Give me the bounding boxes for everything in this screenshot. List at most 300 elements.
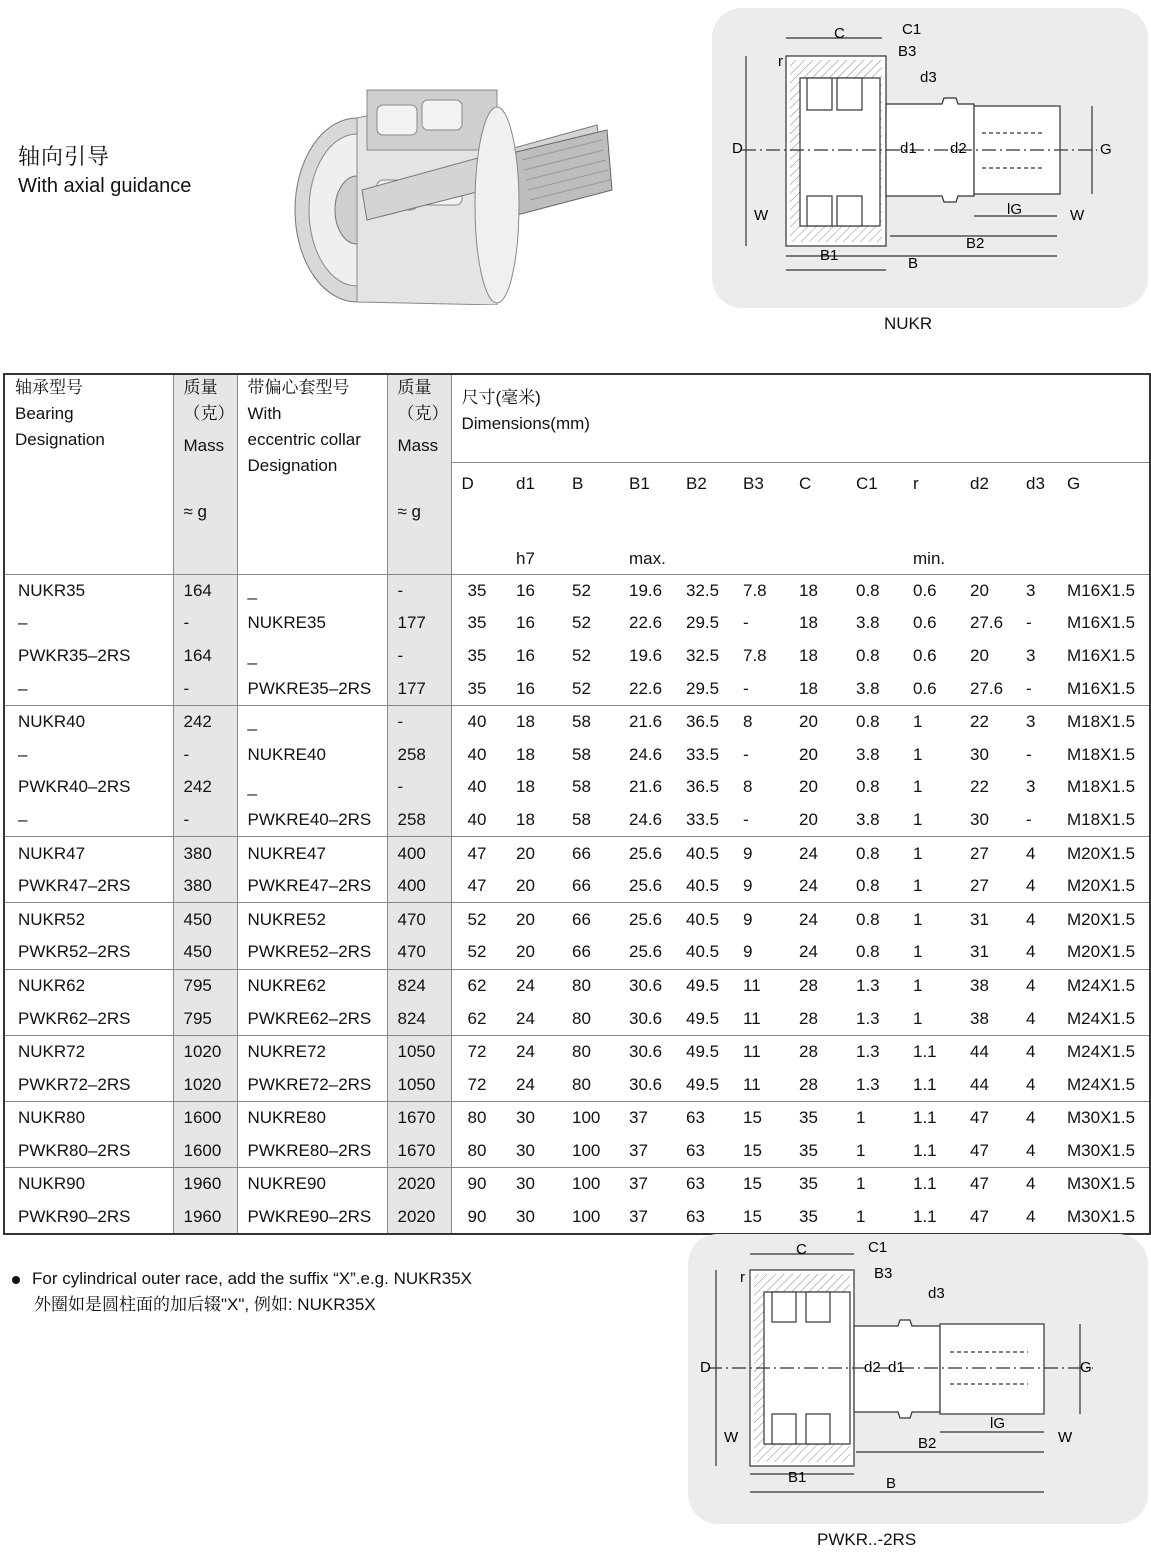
table-cell: –: [18, 809, 28, 829]
table-cell: M18X1.5: [1057, 705, 1150, 738]
table-cell: 72: [451, 1068, 506, 1101]
table-cell: -: [743, 678, 749, 698]
table-cell: 4: [1016, 969, 1057, 1002]
table-cell: 52: [451, 936, 506, 969]
table-cell: 1.1: [913, 1207, 937, 1227]
table-cell: 9: [733, 837, 789, 870]
table-cell: 28: [789, 969, 846, 1002]
table-cell: 15: [733, 1168, 789, 1201]
table-cell: 400: [387, 870, 451, 903]
table-cell: 24: [516, 1074, 535, 1094]
table-cell: M20X1.5: [1057, 903, 1150, 936]
table-cell: 35: [451, 672, 506, 705]
table-cell: M30X1.5: [1057, 1102, 1150, 1135]
table-cell: M24X1.5: [1057, 1035, 1150, 1068]
label-d2: d2: [864, 1359, 881, 1376]
table-cell: PWKRE62–2RS: [237, 1002, 387, 1035]
table-cell: M30X1.5: [1067, 1140, 1136, 1160]
table-cell: 35: [451, 640, 506, 673]
label-C: C: [834, 25, 845, 42]
label-G: G: [1080, 1359, 1092, 1376]
table-cell: 72: [451, 1035, 506, 1068]
table-cell: 0.8: [846, 705, 903, 738]
table-cell: PWKRE72–2RS: [237, 1068, 387, 1101]
table-cell: 27.6: [970, 613, 1004, 633]
table-cell: PWKR52–2RS: [18, 942, 131, 962]
table-cell: 1.1: [913, 1074, 937, 1094]
table-cell: 66: [572, 876, 591, 896]
table-cell: 450: [173, 903, 237, 936]
table-cell: 80: [451, 1102, 506, 1135]
label-B: B: [886, 1475, 897, 1492]
table-cell: 47: [970, 1207, 989, 1227]
table-cell: 9: [743, 942, 753, 962]
table-cell: 52: [451, 903, 506, 936]
footnote: [12, 1266, 472, 1318]
table-cell: 40: [451, 705, 506, 738]
label-G: G: [1100, 141, 1112, 158]
table-cell: 40.5: [676, 903, 733, 936]
table-cell: 824: [387, 969, 451, 1002]
table-cell: 7.8: [743, 645, 767, 665]
table-cell: 36.5: [686, 777, 720, 797]
label-B3: B3: [898, 43, 917, 60]
table-cell: 18: [506, 705, 562, 738]
table-cell: 28: [799, 1008, 818, 1028]
table-cell: 24: [506, 969, 562, 1002]
header-col-d1: d1 h7: [506, 462, 562, 574]
table-cell: 4: [1016, 1035, 1057, 1068]
table-cell: 4: [1016, 1102, 1057, 1135]
table-cell: 1: [903, 837, 960, 870]
table-cell: 25.6: [629, 876, 663, 896]
table-cell: 177: [387, 672, 451, 705]
table-cell: PWKRE47–2RS: [237, 870, 387, 903]
table-cell: 4: [1016, 837, 1057, 870]
table-cell: 58: [572, 809, 591, 829]
table-cell: 2020: [387, 1168, 451, 1201]
table-cell: -: [1026, 809, 1032, 829]
table-cell: 35: [799, 1207, 818, 1227]
table-cell: 24.6: [629, 744, 663, 764]
table-cell: 19.6: [629, 645, 663, 665]
header-col-b2: B2: [676, 462, 733, 574]
table-cell: 18: [799, 645, 818, 665]
table-row: [4, 870, 1150, 903]
table-cell: 30: [506, 1102, 562, 1135]
table-cell: 66: [562, 903, 619, 936]
table-cell: 25.6: [619, 837, 676, 870]
table-cell: 1: [913, 809, 923, 829]
table-cell: 9: [743, 876, 753, 896]
table-cell: 0.8: [846, 903, 903, 936]
heading-zh: 轴向引导: [18, 144, 111, 169]
table-cell: 27: [960, 837, 1016, 870]
table-cell: 90: [451, 1168, 506, 1201]
table-cell: -: [387, 771, 451, 804]
table-cell: 20: [516, 876, 535, 896]
table-cell: 15: [743, 1140, 762, 1160]
table-cell: 52: [562, 574, 619, 607]
table-cell: 18: [789, 574, 846, 607]
table-cell: 22.6: [629, 678, 663, 698]
table-cell: PWKR35–2RS: [18, 645, 131, 665]
label-D: D: [732, 140, 743, 157]
table-cell: 28: [789, 1035, 846, 1068]
table-cell: NUKRE62: [237, 969, 387, 1002]
table-cell: 38: [970, 1008, 989, 1028]
table-cell: 3: [1026, 777, 1036, 797]
table-cell: 1: [913, 942, 923, 962]
table-cell: 380: [173, 870, 237, 903]
table-cell: 30.6: [619, 969, 676, 1002]
label-W-left: W: [754, 207, 769, 224]
table-cell: 49.5: [686, 1074, 720, 1094]
table-cell: NUKRE40: [237, 738, 387, 771]
table-cell: 47: [960, 1168, 1016, 1201]
table-cell: 100: [562, 1168, 619, 1201]
table-cell: 63: [676, 1168, 733, 1201]
table-cell: –: [18, 744, 28, 764]
table-cell: 0.6: [913, 678, 937, 698]
table-cell: M16X1.5: [1067, 645, 1136, 665]
table-cell: 37: [629, 1140, 648, 1160]
table-cell: 28: [799, 1074, 818, 1094]
table-cell: 1: [913, 876, 923, 896]
table-row: [4, 804, 1150, 837]
table-cell: 20: [506, 837, 562, 870]
table-cell: -: [173, 607, 237, 640]
table-cell: 24: [799, 876, 818, 896]
table-cell: -: [387, 640, 451, 673]
table-cell: 47: [960, 1102, 1016, 1135]
table-cell: M30X1.5: [1067, 1207, 1136, 1227]
table-cell: 37: [619, 1168, 676, 1201]
table-cell: 8: [733, 705, 789, 738]
table-cell: M20X1.5: [1067, 876, 1136, 896]
table-cell: 35: [451, 574, 506, 607]
header-sub-r: min.: [913, 548, 946, 568]
table-cell: 4: [1026, 1140, 1036, 1160]
table-cell: 100: [572, 1207, 601, 1227]
table-cell: 24: [516, 1008, 535, 1028]
table-cell: 3.8: [856, 613, 880, 633]
table-cell: M30X1.5: [1057, 1168, 1150, 1201]
table-cell: 62: [451, 1002, 506, 1035]
table-cell: 22: [960, 705, 1016, 738]
heading-en: With axial guidance: [18, 175, 192, 197]
table-cell: 29.5: [686, 613, 720, 633]
table-cell: 400: [387, 837, 451, 870]
table-row: [4, 1002, 1150, 1035]
table-cell: 1670: [387, 1135, 451, 1168]
table-cell: M18X1.5: [1067, 809, 1136, 829]
table-cell: 80: [562, 969, 619, 1002]
table-cell: 66: [562, 837, 619, 870]
table-cell: -: [1026, 678, 1032, 698]
table-cell: 1050: [387, 1068, 451, 1101]
table-cell: 1670: [387, 1102, 451, 1135]
table-cell: PWKRE90–2RS: [237, 1201, 387, 1235]
table-cell: 3.8: [856, 744, 880, 764]
table-cell: 30.6: [629, 1008, 663, 1028]
table-cell: 30: [970, 809, 989, 829]
table-cell: 1600: [173, 1135, 237, 1168]
label-d1: d1: [900, 140, 917, 157]
caption-pwkr: PWKR..-2RS: [817, 1530, 917, 1549]
table-cell: 22: [970, 777, 989, 797]
header-col-r: r min.: [903, 462, 960, 574]
table-row: [4, 771, 1150, 804]
table-cell: 63: [676, 1102, 733, 1135]
table-cell: 0.8: [856, 645, 880, 665]
table-cell: 4: [1016, 903, 1057, 936]
table-cell: M24X1.5: [1057, 969, 1150, 1002]
table-cell: 20: [799, 809, 818, 829]
table-cell: 20: [516, 942, 535, 962]
table-cell: 37: [629, 1207, 648, 1227]
header-col-c1: C1: [846, 462, 903, 574]
table-row: [4, 837, 1150, 870]
table-cell: PWKRE35–2RS: [237, 672, 387, 705]
label-W-left: W: [724, 1429, 739, 1446]
label-B2: B2: [918, 1435, 937, 1452]
nukr-drawing: [712, 8, 1148, 308]
table-row: [4, 1068, 1150, 1101]
table-cell: 18: [799, 613, 818, 633]
table-cell: 20: [789, 705, 846, 738]
table-cell: 40.5: [686, 942, 720, 962]
table-cell: 0.8: [856, 942, 880, 962]
table-cell: 47: [451, 870, 506, 903]
table-cell: 15: [733, 1102, 789, 1135]
table-cell: 15: [743, 1207, 762, 1227]
table-cell: 20: [799, 744, 818, 764]
table-cell: 824: [387, 1002, 451, 1035]
table-row: [4, 1135, 1150, 1168]
table-cell: 40: [451, 804, 506, 837]
table-row: [4, 936, 1150, 969]
table-cell: 16: [506, 574, 562, 607]
table-cell: M16X1.5: [1057, 574, 1150, 607]
table-cell: 1.1: [903, 1168, 960, 1201]
table-cell: 29.5: [686, 678, 720, 698]
table-cell: M24X1.5: [1067, 1074, 1136, 1094]
table-cell: NUKRE52: [237, 903, 387, 936]
table-cell: 795: [173, 969, 237, 1002]
table-cell: 31: [970, 942, 989, 962]
table-row: [4, 738, 1150, 771]
table-cell: 4: [1016, 1168, 1057, 1201]
table-cell: 40: [451, 771, 506, 804]
table-row: [4, 574, 1150, 607]
table-cell: 100: [562, 1102, 619, 1135]
header-col-g: G: [1057, 462, 1150, 574]
table-cell: 52: [572, 678, 591, 698]
table-cell: 80: [572, 1074, 591, 1094]
table-cell: 25.6: [619, 903, 676, 936]
table-cell: 18: [516, 809, 535, 829]
specification-table: [3, 373, 1151, 1235]
table-cell: PWKR72–2RS: [18, 1074, 131, 1094]
header-col-d3: d3: [1016, 462, 1057, 574]
table-cell: 16: [516, 645, 535, 665]
label-C: C: [796, 1241, 807, 1258]
table-cell: 90: [451, 1201, 506, 1235]
table-cell: NUKR52: [4, 903, 173, 936]
table-cell: 40.5: [686, 876, 720, 896]
header-mass2: 质量 （克） Mass ≈ g: [387, 374, 451, 574]
header-sub-d1: h7: [516, 548, 535, 568]
table-cell: 35: [789, 1102, 846, 1135]
table-cell: _: [237, 771, 387, 804]
label-W-right: W: [1070, 207, 1085, 224]
header-dimensions: 尺寸(毫米) Dimensions(mm): [451, 374, 1150, 462]
label-r: r: [740, 1269, 745, 1286]
table-row: [4, 672, 1150, 705]
table-cell: 1600: [173, 1102, 237, 1135]
table-cell: 1.3: [856, 1074, 880, 1094]
table-cell: 8: [743, 777, 753, 797]
table-cell: 1: [913, 1008, 923, 1028]
table-cell: 9: [733, 903, 789, 936]
table-cell: NUKRE90: [237, 1168, 387, 1201]
label-C1: C1: [902, 21, 922, 38]
table-cell: 11: [733, 1035, 789, 1068]
label-B3: B3: [874, 1265, 893, 1282]
bullet-icon: [12, 1276, 20, 1284]
header-col-d2: d2: [960, 462, 1016, 574]
table-cell: 21.6: [629, 777, 663, 797]
table-cell: 58: [562, 705, 619, 738]
label-W-right: W: [1058, 1429, 1073, 1446]
table-cell: 18: [516, 777, 535, 797]
label-C1: C1: [868, 1239, 888, 1256]
table-cell: NUKR72: [4, 1035, 173, 1068]
label-B1: B1: [788, 1469, 807, 1486]
table-cell: 66: [572, 942, 591, 962]
table-cell: 164: [173, 574, 237, 607]
table-cell: M16X1.5: [1067, 678, 1136, 698]
table-cell: M20X1.5: [1057, 837, 1150, 870]
table-cell: 1.1: [913, 1140, 937, 1160]
label-lG: lG: [990, 1415, 1005, 1432]
table-cell: 24: [789, 837, 846, 870]
table-cell: –: [18, 613, 28, 633]
table-cell: 18: [799, 678, 818, 698]
table-cell: -: [743, 613, 749, 633]
table-cell: 1: [903, 903, 960, 936]
table-cell: 3: [1016, 705, 1057, 738]
table-cell: M16X1.5: [1067, 613, 1136, 633]
table-cell: 1: [903, 969, 960, 1002]
table-cell: 1.3: [846, 1035, 903, 1068]
table-cell: 11: [743, 1074, 761, 1094]
table-cell: 80: [562, 1035, 619, 1068]
table-cell: 4: [1026, 1207, 1036, 1227]
table-cell: 30: [516, 1207, 535, 1227]
table-row: [4, 903, 1150, 936]
table-cell: 795: [173, 1002, 237, 1035]
table-cell: 35: [451, 607, 506, 640]
table-cell: 47: [451, 837, 506, 870]
table-cell: -: [1026, 613, 1032, 633]
table-cell: 33.5: [686, 744, 720, 764]
table-cell: 44: [970, 1074, 989, 1094]
table-cell: –: [18, 678, 28, 698]
table-cell: 24: [789, 903, 846, 936]
table-cell: 11: [733, 969, 789, 1002]
table-cell: 0.6: [903, 574, 960, 607]
table-cell: 24.6: [629, 809, 663, 829]
table-row: [4, 705, 1150, 738]
table-cell: 258: [387, 804, 451, 837]
table-cell: 25.6: [629, 942, 663, 962]
table-cell: 7.8: [733, 574, 789, 607]
table-cell: _: [237, 705, 387, 738]
table-cell: 470: [387, 903, 451, 936]
table-cell: 20: [960, 574, 1016, 607]
table-cell: -: [743, 744, 749, 764]
table-cell: PWKR47–2RS: [18, 876, 131, 896]
label-D: D: [700, 1359, 711, 1376]
table-cell: NUKRE72: [237, 1035, 387, 1068]
table-cell: 21.6: [619, 705, 676, 738]
header-mass1: 质量 （克） Mass ≈ g: [173, 374, 237, 574]
table-cell: 20: [506, 903, 562, 936]
table-cell: 3.8: [856, 809, 880, 829]
table-cell: PWKRE52–2RS: [237, 936, 387, 969]
table-cell: PWKR90–2RS: [18, 1207, 131, 1227]
table-cell: _: [237, 640, 387, 673]
table-cell: 4: [1026, 1008, 1036, 1028]
table-cell: NUKR90: [4, 1168, 173, 1201]
table-cell: NUKRE35: [237, 607, 387, 640]
table-cell: 1960: [173, 1168, 237, 1201]
table-cell: 1: [903, 705, 960, 738]
table-cell: -: [173, 672, 237, 705]
table-cell: 2020: [387, 1201, 451, 1235]
label-d1: d1: [888, 1359, 905, 1376]
table-cell: 49.5: [676, 1035, 733, 1068]
table-cell: 0.8: [846, 574, 903, 607]
table-row: [4, 1035, 1150, 1068]
table-row: [4, 640, 1150, 673]
table-cell: 47: [970, 1140, 989, 1160]
header-col-d: D: [451, 462, 506, 574]
table-cell: M20X1.5: [1067, 942, 1136, 962]
table-cell: 49.5: [686, 1008, 720, 1028]
table-cell: M24X1.5: [1067, 1008, 1136, 1028]
table-cell: 164: [173, 640, 237, 673]
table-cell: -: [743, 809, 749, 829]
table-cell: 30: [970, 744, 989, 764]
table-cell: 1: [846, 1168, 903, 1201]
table-cell: 16: [516, 613, 535, 633]
table-cell: 63: [686, 1207, 705, 1227]
table-cell: NUKRE80: [237, 1102, 387, 1135]
table-cell: 35: [789, 1168, 846, 1201]
header-col-c: C: [789, 462, 846, 574]
table-cell: 18: [516, 744, 535, 764]
table-cell: 4: [1026, 1074, 1036, 1094]
table-cell: 1: [913, 777, 923, 797]
table-cell: 52: [572, 613, 591, 633]
table-cell: 27.6: [970, 678, 1004, 698]
table-cell: -: [387, 574, 451, 607]
table-cell: 11: [743, 1008, 761, 1028]
header-bearing: 轴承型号 Bearing Designation: [15, 378, 105, 449]
